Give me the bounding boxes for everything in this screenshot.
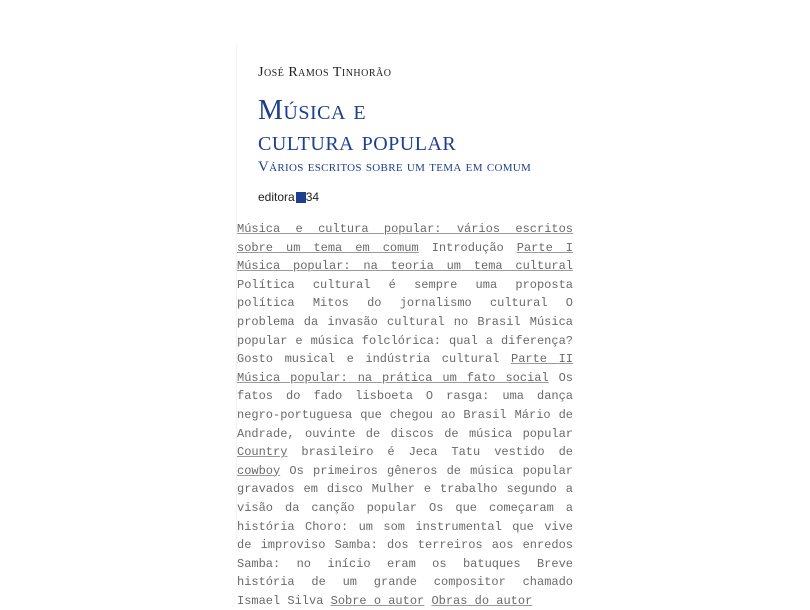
toc-link-author-works[interactable]: Obras do autor <box>431 593 533 608</box>
toc-link-country[interactable]: Country <box>237 445 288 460</box>
publisher-square-icon <box>296 192 306 203</box>
toc-text: Os primeiros gêneros de música popular gravados em disco Mulher e trabalho segundo a visão da canção popular Os que começaram a história Choro: um som instrumental que vive de improviso Samba: dos terreiros aos enredos Samba: no início eram os batuques Breve história de um grande compositor chamado Ismael Silva <box>237 463 573 608</box>
toc-text: Os fatos do fado lisboeta O rasga: uma dança negro-portuguesa que chegou ao Brasil Mário de Andrade, ouvinte de discos de música popular <box>237 370 573 441</box>
publisher-number: 34 <box>305 190 320 204</box>
publisher-word: editora <box>258 190 295 204</box>
toc-text: brasileiro é Jeca Tatu vestido de <box>287 445 573 460</box>
author-name: José Ramos Tinhorão <box>258 65 392 80</box>
publisher-logo <box>258 190 319 204</box>
title-line-2: cultura popular <box>258 126 457 157</box>
toc-link-part-2[interactable]: Parte II Música popular: na prática um fato social <box>237 352 573 385</box>
toc-link-part-1[interactable]: Parte I Música popular: na teoria um tema cultural <box>237 240 573 274</box>
toc-link-about-author[interactable]: Sobre o autor <box>330 593 425 608</box>
toc-text <box>424 594 431 608</box>
toc-link-book-title[interactable]: Música e cultura popular: vários escritos sobre um tema em comum <box>237 222 573 255</box>
book-title <box>258 95 456 157</box>
title-line-1: Música e <box>258 95 367 126</box>
toc-text: Introdução <box>418 240 517 255</box>
book-cover <box>237 44 575 608</box>
toc-text: Política cultural é sempre uma proposta política Mitos do jornalismo cultural O problema da invasão cultural no Brasil Música popular e música folclórica: qual a diferença? Gosto musical e indústria cultural <box>237 277 573 367</box>
book-subtitle: Vários escritos sobre um tema em comum <box>258 159 532 175</box>
toc-link-cowboy[interactable]: cowboy <box>237 463 281 478</box>
table-of-contents <box>237 220 573 610</box>
